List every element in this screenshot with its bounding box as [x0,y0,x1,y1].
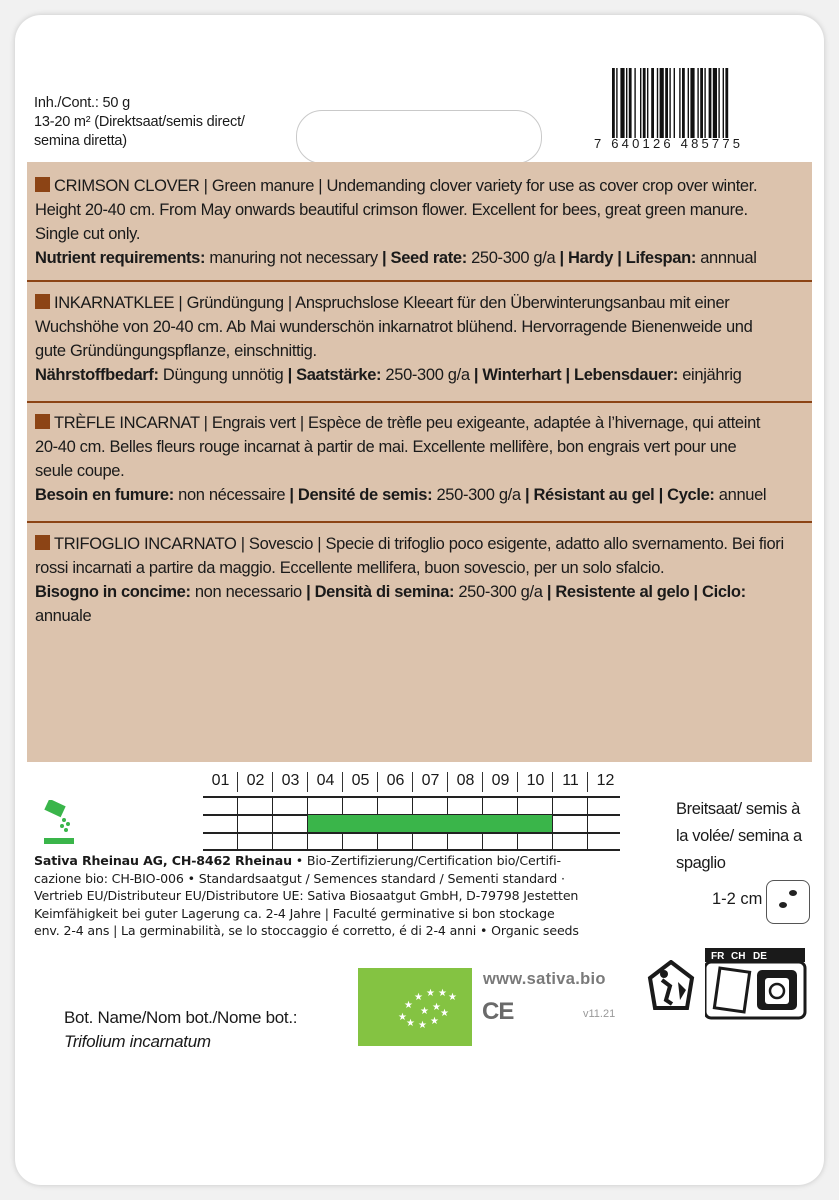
barcode-bar [713,68,717,138]
star-icon: ★ [448,992,457,1003]
section-french [35,411,807,507]
barcode-bar [679,68,680,138]
barcode-bar [718,68,719,138]
paper-bag-icon [714,968,749,1012]
producer-line [34,852,634,870]
disposal-icons [705,948,815,1020]
fact-value: non nécessaire [173,486,290,504]
fact-label: | Densité de semis: [289,486,433,504]
barcode-bar [616,68,617,138]
bin-label-de: DE [753,951,767,962]
section-text-line: Wuchshöhe von 20-40 cm. Ab Mai wunderschön inkarnatrot blühend. Hervorragende Bienenweide und [35,318,753,336]
star-icon: ★ [418,1020,427,1031]
barcode [610,68,770,138]
month-label: 03 [281,772,300,789]
star-icon: ★ [432,1002,441,1013]
content-area-cont: semina diretta) [34,133,127,149]
month-separator [482,772,483,792]
fact-label: Bisogno in concime: [35,583,191,601]
fact-value: Düngung unnötig [158,366,288,384]
hang-hole [296,110,542,164]
version-label: v11.21 [583,1008,616,1020]
text: TRIFOGLIO INCARNATO | Sovescio | Specie di trifoglio poco esigente, adatto allo svernamento. Bei fiori [54,535,784,553]
grid-column-line [272,796,273,850]
month-separator [517,772,518,792]
month-separator [342,772,343,792]
grid-column-line [587,796,588,850]
barcode-bar [634,68,635,138]
producer-line: cazione bio: CH-BIO-006 • Standardsaatgut / Semences standard / Sementi standard · [34,870,565,886]
facts-line [35,483,807,507]
star-icon: ★ [438,988,447,999]
month-label: 02 [246,772,265,789]
barcode-bar [688,68,689,138]
fact-value: 250-300 g/a [454,583,547,601]
botanical-name-block [64,1006,297,1054]
month-separator [307,772,308,792]
month-label: 07 [421,772,440,789]
barcode-bar [682,68,685,138]
section-english [35,174,807,270]
barcode-bar [643,68,646,138]
facts-line-tail: annuale [35,607,92,625]
barcode-bar [725,68,728,138]
month-label: 01 [211,772,230,789]
barcode-bar [697,68,698,138]
fact-value: annnual [696,249,757,267]
barcode-bar [709,68,712,138]
month-label: 09 [491,772,510,789]
month-label: 05 [351,772,370,789]
barcode-bar [626,68,627,138]
barcode-bar [700,68,703,138]
month-separator [272,772,273,792]
section-text-line: seule coupe. [35,462,125,480]
fact-label: | Résistant au gel | Cycle: [524,486,715,504]
section-text-line: 20-40 cm. Belles fleurs rouge incarnat à partir de mai. Excellente mellifère, bon engrais vert pour une [35,438,737,456]
barcode-bar [704,68,705,138]
star-icon: ★ [420,1006,429,1017]
producer-line: Vertrieb EU/Distributeur EU/Distributore UE: Sativa Biosaatgut GmbH, D-79798 Jestetten [34,888,579,903]
text: TRÈFLE INCARNAT | Engrais vert | Espèce de trèfle peu exigeante, adaptée à l’hivernage, qui atteint [54,414,761,432]
section-text-line: Height 20-40 cm. From May onwards beautiful crimson flower. Excellent for bees, great green manure. [35,201,748,219]
square-icon [35,177,50,192]
divider [27,401,812,403]
ce-mark: CE [482,998,514,1025]
month-label: 10 [526,772,545,789]
section-text-line [35,174,807,198]
botanical-label: Bot. Name/Nom bot./Nome bot.: [64,1008,298,1027]
star-icon: ★ [414,992,423,1003]
month-separator [447,772,448,792]
star-icon: ★ [398,1012,407,1023]
section-text-line [35,532,807,556]
section-text-line: gute Gründüngungspflanze, einschnittig. [35,342,317,360]
barcode-bar [665,68,668,138]
text: CRIMSON CLOVER | Green manure | Undemanding clover variety for use as cover crop over winter. [54,177,758,195]
star-icon: ★ [404,1000,413,1011]
text: INKARNATKLEE | Gründüngung | Anspruchslose Kleeart für den Überwinterungsanbau mit einer [54,294,730,312]
description-panel [27,162,812,762]
section-text-line: Single cut only. [35,225,141,243]
fact-label: Nährstoffbedarf: [35,366,159,384]
content-area: 13-20 m² (Direktsaat/semis direct/ [34,114,245,130]
content-info [34,94,245,151]
barcode-bar [629,68,632,138]
star-icon: ★ [430,1016,439,1027]
section-german [35,291,807,387]
month-separator [412,772,413,792]
producer-text: • Bio-Zertifizierung/Certification bio/Certifi- [291,853,561,868]
recycling-icon [646,960,696,1012]
month-label: 08 [456,772,475,789]
fact-label: Nutrient requirements: [35,249,206,267]
eu-organic-logo [358,968,472,1046]
month-separator [377,772,378,792]
divider [27,280,812,282]
fact-value: 250-300 g/a [466,249,560,267]
sowing-method-line: Breitsaat/ semis à [676,800,800,818]
month-separator [587,772,588,792]
square-icon [35,294,50,309]
fact-label: | Saatstärke: [287,366,382,384]
grid-column-line [237,796,238,850]
fact-label: | Resistente al gelo | Ciclo: [546,583,746,601]
fact-label: | Winterhart | Lebensdauer: [473,366,678,384]
sowing-depth: 1-2 cm [712,890,763,908]
sowing-method-line: spaglio [676,854,726,872]
grid-column-line [552,796,553,850]
month-separator [552,772,553,792]
producer-line: env. 2-4 ans | La germinabilità, se lo stoccaggio é corretto, é di 2-4 anni • Organic seeds [34,923,579,938]
square-icon [35,414,50,429]
barcode-bar [674,68,675,138]
fact-label: | Hardy | Lifespan: [559,249,696,267]
fact-label: Besoin en fumure: [35,486,174,504]
bin-label-fr: FR [711,951,725,962]
month-label: 06 [386,772,405,789]
content-weight: Inh./Cont.: 50 g [34,95,130,111]
star-icon: ★ [440,1008,449,1019]
month-label: 12 [596,772,615,789]
sowing-method-line: la volée/ semina a [676,827,802,845]
bin-label-ch: CH [731,951,746,962]
square-icon [35,535,50,550]
producer-info [34,852,634,940]
star-icon: ★ [406,1018,415,1029]
fact-value: manuring not necessary [205,249,383,267]
barcode-bar [690,68,694,138]
fact-label: | Seed rate: [382,249,467,267]
barcode-bar [612,68,615,138]
facts-line [35,580,807,604]
barcode-bar [723,68,724,138]
month-label: 11 [562,772,579,789]
sowing-depth-icon [766,880,810,924]
botanical-name: Trifolium incarnatum [64,1032,211,1051]
facts-line [35,246,807,270]
fact-value: 250-300 g/a [432,486,525,504]
producer-name: Sativa Rheinau AG, CH-8462 Rheinau [34,853,292,868]
barcode-bar [651,68,654,138]
website: www.sativa.bio [483,970,606,988]
sowing-icon [40,800,76,846]
producer-line: Keimfähigkeit bei guter Lagerung ca. 2-4 Jahre | Faculté germinative si bon stockage [34,905,555,921]
section-text-line: rossi incarnati a partire da maggio. Eccellente mellifera, buon sovescio, per un solo sfalcio. [35,559,665,577]
barcode-bar [660,68,664,138]
barcode-bar [620,68,624,138]
fact-label: | Densità di semina: [306,583,455,601]
calendar-grid [203,796,620,850]
month-separator [237,772,238,792]
barcode-bar [640,68,641,138]
star-icon: ★ [426,988,435,999]
fact-value: non necessario [190,583,307,601]
section-italian [35,532,807,628]
divider [27,521,812,523]
sowing-method [676,796,826,877]
barcode-number: 7 640126 485775 [594,136,744,151]
month-label: 04 [316,772,335,789]
section-text-line [35,411,807,435]
barcode-bar [647,68,648,138]
fact-value: 250-300 g/a [381,366,474,384]
fact-value: annuel [714,486,767,504]
facts-line [35,363,807,387]
fact-value: einjährig [678,366,742,384]
section-text-line [35,291,807,315]
barcode-bar [657,68,658,138]
barcode-bar [669,68,670,138]
sowing-period-bar [308,815,552,832]
